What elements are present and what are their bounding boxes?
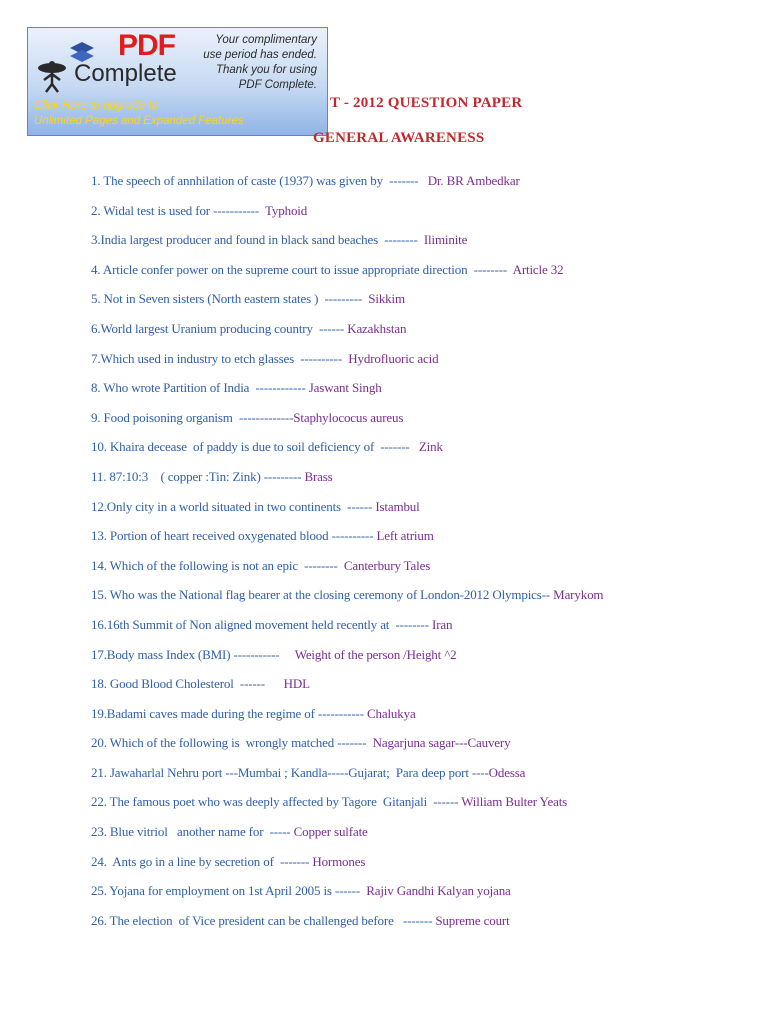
question-text: 17.Body mass Index (BMI) -----------	[91, 646, 295, 662]
answer-text: Kazakhstan	[347, 320, 407, 336]
pdf-complete-banner[interactable]	[27, 27, 328, 136]
answer-text: Jaswant Singh	[308, 380, 382, 396]
upgrade-link-line[interactable]: Click Here to upgrade to	[34, 100, 159, 112]
question-text: 9. Food poisoning organism -------------	[91, 409, 294, 425]
question-item	[91, 585, 751, 615]
answer-text: Rajiv Gandhi Kalyan yojana	[366, 883, 511, 899]
banner-message-line: PDF Complete.	[238, 79, 317, 91]
answer-text: Staphylococus aureus	[293, 409, 404, 425]
question-item	[91, 852, 751, 882]
answer-text: Hormones	[312, 853, 366, 869]
question-text: 16.16th Summit of Non aligned movement held recently at --------	[91, 616, 433, 632]
question-text: 21. Jawaharlal Nehru port ---Mumbai ; Kandla-----Gujarat; Para deep port ----	[91, 764, 489, 780]
banner-message-line: Your complimentary	[215, 34, 317, 46]
question-item	[91, 674, 751, 704]
question-text: 23. Blue vitriol another name for -----	[91, 824, 294, 840]
question-item	[91, 763, 751, 793]
question-item	[91, 201, 751, 231]
question-item	[91, 171, 751, 201]
question-text: 2. Widal test is used for -----------	[91, 202, 266, 218]
question-text: 5. Not in Seven sisters (North eastern states ) ---------	[91, 291, 369, 307]
question-text: 10. Khaira decease of paddy is due to soil deficiency of -------	[91, 439, 419, 455]
question-text: 26. The election of Vice president can be challenged before -------	[91, 912, 436, 928]
answer-text: William Bulter Yeats	[461, 794, 568, 810]
banner-message-line: use period has ended.	[203, 49, 317, 61]
banner-message-line: Thank you for using	[215, 64, 317, 76]
question-text: 13. Portion of heart received oxygenated blood ----------	[91, 528, 377, 544]
banner-message	[167, 33, 317, 93]
upgrade-link-line[interactable]: Unlimited Pages and Expanded Features	[34, 115, 244, 127]
question-item	[91, 822, 751, 852]
question-item	[91, 230, 751, 260]
answer-text: Hydrofluoric acid	[348, 350, 439, 366]
question-text: 7.Which used in industry to etch glasses ----------	[91, 350, 349, 366]
question-item	[91, 556, 751, 586]
answer-text: Brass	[304, 468, 333, 484]
question-list	[91, 171, 751, 940]
question-text: 8. Who wrote Partition of India ------------	[91, 380, 309, 396]
question-item	[91, 437, 751, 467]
answer-text: Weight of the person /Height ^2	[294, 646, 457, 662]
answer-text: Odessa	[488, 764, 526, 780]
answer-text: Supreme court	[435, 912, 510, 928]
question-item	[91, 289, 751, 319]
question-item	[91, 408, 751, 438]
answer-text: Marykom	[553, 587, 604, 603]
question-text: 3.India largest producer and found in black sand beaches --------	[91, 232, 424, 248]
answer-text: Typhoid	[265, 202, 308, 218]
answer-text: Sikkim	[368, 291, 405, 307]
question-item	[91, 792, 751, 822]
question-item	[91, 467, 751, 497]
answer-text: Canterbury Tales	[343, 557, 431, 573]
question-text: 6.World largest Uranium producing country ------	[91, 320, 348, 336]
question-text: 25. Yojana for employment on 1st April 2005 is ------	[91, 883, 367, 899]
question-text: 22. The famous poet who was deeply affected by Tagore Gitanjali ------	[91, 794, 462, 810]
question-item	[91, 349, 751, 379]
question-text: 11. 87:10:3 ( copper :Tin: Zink) ---------	[91, 468, 305, 484]
question-text: 20. Which of the following is wrongly matched -------	[91, 735, 373, 751]
answer-text: Left atrium	[376, 528, 434, 544]
answer-text: Zink	[418, 439, 443, 455]
paper-subtitle: GENERAL AWARENESS	[313, 130, 485, 146]
question-text: 12.Only city in a world situated in two continents ------	[91, 498, 376, 514]
question-item	[91, 378, 751, 408]
question-item	[91, 911, 751, 941]
upgrade-link[interactable]	[34, 99, 319, 129]
logo-pdf-text: PDF	[118, 29, 175, 62]
logo-complete-text: Complete	[74, 60, 177, 87]
answer-text: Chalukya	[366, 705, 416, 721]
question-item	[91, 733, 751, 763]
paper-title: T - 2012 QUESTION PAPER	[330, 95, 523, 111]
question-item	[91, 645, 751, 675]
question-item	[91, 497, 751, 527]
answer-text: Istambul	[375, 498, 420, 514]
question-text: 19.Badami caves made during the regime of -----------	[91, 705, 367, 721]
question-text: 18. Good Blood Cholesterol ------	[91, 676, 284, 692]
answer-text: Iran	[432, 616, 453, 632]
question-item	[91, 526, 751, 556]
question-text: 24. Ants go in a line by secretion of -------	[91, 853, 313, 869]
answer-text: Article 32	[512, 261, 564, 277]
question-text: 14. Which of the following is not an epic --------	[91, 557, 344, 573]
question-item	[91, 319, 751, 349]
question-item	[91, 615, 751, 645]
question-item	[91, 881, 751, 911]
question-text: 4. Article confer power on the supreme court to issue appropriate direction --------	[91, 261, 513, 277]
question-item	[91, 704, 751, 734]
question-text: 15. Who was the National flag bearer at the closing ceremony of London-2012 Olympics--	[91, 587, 554, 603]
answer-text: Iliminite	[423, 232, 468, 248]
answer-text: HDL	[283, 676, 310, 692]
question-text: 1. The speech of annhilation of caste (1937) was given by -------	[91, 173, 428, 188]
answer-text: Dr. BR Ambedkar	[427, 173, 520, 188]
question-item	[91, 260, 751, 290]
answer-text: Copper sulfate	[293, 824, 368, 840]
answer-text: Nagarjuna sagar---Cauvery	[372, 735, 511, 751]
